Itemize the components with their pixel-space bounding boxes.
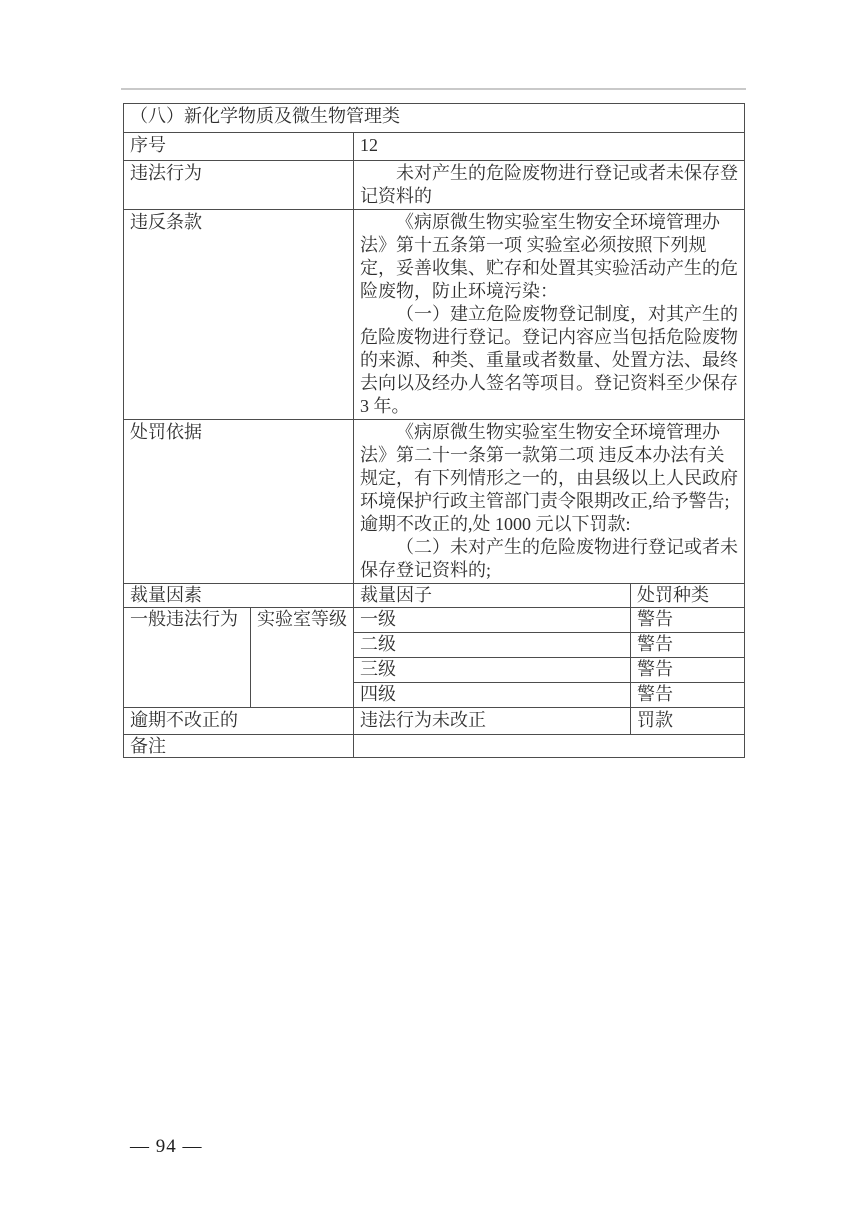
remark-value	[354, 735, 745, 758]
illegal-act-value	[354, 161, 745, 210]
lab-level-label: 实验室等级	[251, 608, 354, 708]
category-header: （八）新化学物质及微生物管理类	[124, 104, 745, 133]
violated-clause-row	[124, 210, 745, 420]
grade-4-factor: 四级	[354, 683, 631, 708]
grade-3-penalty: 警告	[631, 658, 745, 683]
penalty-type-header: 处罚种类	[631, 584, 745, 608]
grade-2-factor: 二级	[354, 633, 631, 658]
regulation-table	[123, 103, 745, 758]
grade-3-factor: 三级	[354, 658, 631, 683]
scan-artifact-line	[121, 88, 746, 90]
serial-value: 12	[354, 133, 745, 161]
grade-1-penalty: 警告	[631, 608, 745, 633]
overdue-penalty: 罚款	[631, 708, 745, 735]
penalty-basis-label: 处罚依据	[124, 420, 354, 584]
penalty-basis-value	[354, 420, 745, 584]
category-header-row	[124, 104, 745, 133]
grade-2-penalty: 警告	[631, 633, 745, 658]
remark-label: 备注	[124, 735, 354, 758]
violated-clause-value	[354, 210, 745, 420]
penalty-basis-paragraph-2: （二）未对产生的危险废物进行登记或者未保存登记资料的;	[360, 537, 738, 580]
discretion-subfactor-header: 裁量因子	[354, 584, 631, 608]
serial-row	[124, 133, 745, 161]
penalty-basis-row	[124, 420, 745, 584]
discretion-factor-header: 裁量因素	[124, 584, 354, 608]
overdue-label: 逾期不改正的	[124, 708, 354, 735]
overdue-factor: 违法行为未改正	[354, 708, 631, 735]
illegal-act-text: 未对产生的危险废物进行登记或者未保存登记资料的	[360, 163, 738, 206]
penalty-basis-paragraph-1: 《病原微生物实验室生物安全环境管理办法》第二十一条第一款第二项 违反本办法有关规定，有下列情形之一的，由县级以上人民政府环境保护行政主管部门责令限期改正,给予警告;逾期不改正的,处 1000 元以下罚款:	[360, 422, 738, 534]
grade-1-factor: 一级	[354, 608, 631, 633]
overdue-row	[124, 708, 745, 735]
illegal-act-label: 违法行为	[124, 161, 354, 210]
violated-clause-label: 违反条款	[124, 210, 354, 420]
violated-clause-paragraph-2: （一）建立危险废物登记制度，对其产生的危险废物进行登记。登记内容应当包括危险废物的来源、种类、重量或者数量、处置方法、最终去向以及经办人签名等项目。登记资料至少保存 3 年。	[360, 304, 738, 416]
page-number: — 94 —	[130, 1136, 203, 1157]
grade-row-1	[124, 608, 745, 633]
grade-4-penalty: 警告	[631, 683, 745, 708]
violated-clause-paragraph-1: 《病原微生物实验室生物安全环境管理办法》第十五条第一项 实验室必须按照下列规定，妥善收集、贮存和处置其实验活动产生的危险废物，防止环境污染：	[360, 212, 738, 301]
remark-row	[124, 735, 745, 758]
general-illegal-act-label: 一般违法行为	[124, 608, 251, 708]
discretion-header-row	[124, 584, 745, 608]
illegal-act-row	[124, 161, 745, 210]
serial-label: 序号	[124, 133, 354, 161]
